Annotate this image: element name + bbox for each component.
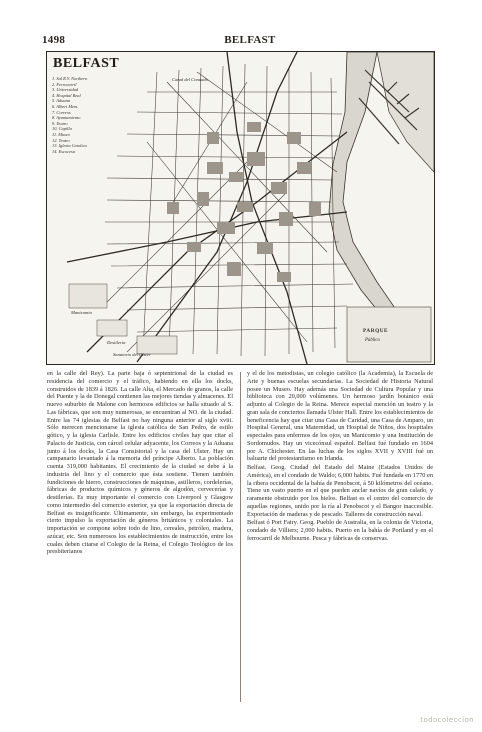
right-paragraph-2: Belfast. Geog. Ciudad del Estado del Maine (Estados Unidos de América), en el condado de Waldo; 6,000 habits. Fué fundada en 1770 en la ribera occidental de la bahía de Penobscot, á 50 kilómetros del océano. Tiene un vasto puerto en el que pueden anclar navíos de gran calado, y raramente obstruido por los hielos. Belfast es el centro del comercio de aquellas regiones, unido por la ría al Penobscot y el Bangor inaccesible. Exportación de maderas y de pescado. Talleres de construcción naval. <box>247 464 433 518</box>
legend-item: 5. Aduana <box>52 98 70 104</box>
legend-item: 9. Teatro <box>52 120 68 126</box>
legend-item: 2. Ferrocarril <box>52 81 77 87</box>
page-header <box>42 34 458 48</box>
map-label-park-public: Público <box>365 338 380 343</box>
legend-item: 3. Universidad <box>52 87 79 93</box>
map-label-canal: Canal del Condado <box>172 77 208 82</box>
legend-item: 10. Capilla <box>52 126 72 132</box>
map-title: BELFAST <box>53 56 120 71</box>
map-label-destileria: Destileria <box>107 340 126 345</box>
legend-item: 1. Sal R.Y. Northern <box>52 76 88 81</box>
legend-item: 11. Museo <box>52 131 70 137</box>
article-body <box>47 370 435 670</box>
running-title: BELFAST <box>224 34 276 46</box>
city-map <box>46 51 435 365</box>
page-number: 1498 <box>42 34 66 46</box>
legend-item: 4. Hospital Real <box>52 92 81 98</box>
legend-item: 14. Escocesa <box>52 148 75 154</box>
lough-water <box>377 52 434 172</box>
legend-item: 12. Teatro <box>52 137 70 143</box>
left-column <box>47 370 233 556</box>
map-label-hospital: Sanatorio del Ulster <box>113 352 151 357</box>
right-paragraph-1: y el de los metodistas, un colegio católico (la Academia), la Escuela de Arte y buenas escuelas secundarias. La Sociedad de Historia Natural posee un Museo. Hay además una Sociedad de Cultura Popular y una biblioteca con 20,000 volúmenes. Un hermoso jardín botánico está adjunto al Colegio de la Reina. Merece especial mención un teatro y la gran sala de conciertos llamada Ulster Hall. Entre los establecimientos de beneficencia hay que citar una Casa de Caridad, una Casa de Amparo, un Hospital General, una Maternidad, un Hospital de Niños, dos hospitales especiales para enfermos de los ojos, un Manicomio y una Institución de Sordomudos. Hay un vicecónsul español. Belfast fué fundado en 1604 por A. Chichester. En las luchas de los siglos XVII y XVIII fué un baluarte del protestantismo en Irlanda. <box>247 370 433 463</box>
legend-item: 7. Correos <box>52 109 71 115</box>
park-area <box>347 307 431 362</box>
legend-item: 8. Ayuntamiento <box>52 115 81 121</box>
right-column <box>247 370 433 543</box>
map-label-manicomio: Manicomio <box>71 310 92 315</box>
left-column-text: en la calle del Rey). La parte baja ó septentrional de la ciudad es residencia del comercio y el tráfico, habiendo en ella los docks, construidos de 1839 á 1826. La calle Alta, el Mercado de granos, la calle del Puente y la de Donegal contienen las mejores tiendas y almacenes. El nuevo suburbio de Malone con hermosos edificios se halla situado al S. Las fábricas, que son muy numerosas, se encuentran al NO. de la ciudad. Entre las 74 iglesias de Belfast no hay ninguna anterior al siglo xviii. Sólo merecen mencionarse la iglesia católica de San Pedro, de estilo gótico, y la iglesia Carlisle. Entre los edificios civiles hay que citar el Palacio de Justicia, con cárcel celular adyacente, los Correos y la Aduana junto á los docks, la Casa Consistorial y la casa del Ulster. Hay un campanario levantado á la memoria del príncipe Alberto. La población cuenta 319,000 habitantes. El crecimiento de la ciudad se debe á la industria del lino y el comercio que ésta sostiene. Tienen también fundiciones de hierro, construcciones de máquinas, astilleros, cordelerías, fábricas de productos químicos y géneros de algodón, cervecerías y destilerías. Es muy importante el comercio con Liverpool y Glasgow como intermedio del comercio exterior, ya que la exportación directa de Belfast es insignificante. Últimamente, sin embargo, ha experimentado cierto impulso la exportación de géneros británicos y coloniales. La importación se compone sobre todo de lino, cereales, petróleo, madera, azúcar, etc. Son numerosos los establecimientos de instrucción, entre los cuales deben citarse el Colegio de la Reina, el Colegio Teológico de los presbiterianos <box>47 370 233 556</box>
map-label-park: PARQUE <box>363 328 389 334</box>
legend-item: 13. Iglesia Catolica <box>52 143 87 149</box>
watermark: todocoleccion <box>420 716 474 724</box>
right-paragraph-3: Belfast ó Port Fairy. Geog. Pueblo de Australia, en la colonia de Victoria, condado de Villiers; 2,000 habits. Puerto en la bahía de Portland y en el ferrocarril de Melbourne. Pesca y fábricas de conservas. <box>247 519 433 542</box>
column-divider <box>240 372 241 702</box>
map-legend <box>52 76 144 154</box>
legend-item: 6. Albert Mem. <box>52 103 79 109</box>
